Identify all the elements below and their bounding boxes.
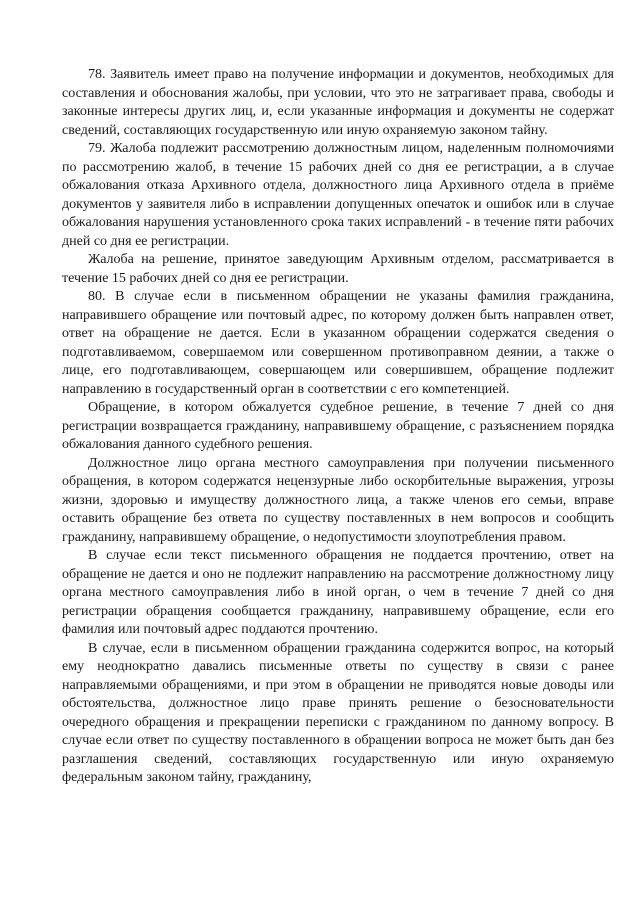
paragraph-78: 78. Заявитель имеет право на получение информации и документов, необходимых для составления и обоснования жалобы, при условии, что это не затрагивает права, свободы и законные интересы других лиц, и, если указанные информация и документы не содержат сведений, составляющих государственную или иную охраняемую законом тайну. xyxy=(62,67,614,138)
paragraph-80-court-decision: Обращение, в котором обжалуется судебное решение, в течение 7 дней со дня регистрации возвращается гражданину, направившему обращение, с разъяснением порядка обжалования данного судебного решения. xyxy=(62,400,614,452)
paragraph-80-offensive: Должностное лицо органа местного самоуправления при получении письменного обращения, в котором содержатся нецензурные либо оскорбительные выражения, угрозы жизни, здоровью и имуществу должностного лица, а также членов его семьи, вправе оставить обращение без ответа по существу поставленных в нем вопросов и сообщить гражданину, направившему обращение, о недопустимости злоупотребления правом. xyxy=(62,455,614,545)
paragraph-80-unreadable: В случае если текст письменного обращения не поддается прочтению, ответ на обращение не дается и оно не подлежит направлению на рассмотрение должностному лицу органа местного самоуправления либо в иной орган, о чем в течение 7 дней со дня регистрации обращения сообщается гражданину, направившему обращение, если его фамилия или почтовый адрес поддаются прочтению. xyxy=(62,548,614,637)
paragraph-79-appeal: Жалоба на решение, принятое заведующим Архивным отделом, рассматривается в течение 15 рабочих дней со дня ее регистрации. xyxy=(62,252,614,286)
paragraph-79: 79. Жалоба подлежит рассмотрению должностным лицом, наделенным полномочиями по рассмотрению жалоб, в течение 15 рабочих дней со дня ее регистрации, а в случае обжалования отказа Архивного отдела, должностного лица Архивного отдела в приёме документов у заявителя либо в исправлении допущенных опечаток и ошибок или в случае обжалования нарушения установленного срока таких исправлений - в течение пяти рабочих дней со дня ее регистрации. xyxy=(62,141,614,249)
document-body xyxy=(62,66,614,788)
paragraph-80: 80. В случае если в письменном обращении не указаны фамилия гражданина, направившего обращение или почтовый адрес, по которому должен быть направлен ответ, ответ на обращение не дается. Если в указанном обращении содержатся сведения о подготавливаемом, совершаемом или совершенном противоправном деянии, а также о лице, его подготавливающем, совершающем или совершившем, обращение подлежит направлению в государственный орган в соответствии с его компетенцией. xyxy=(62,289,614,397)
paragraph-80-repeated: В случае, если в письменном обращении гражданина содержится вопрос, на который ему неоднократно давались письменные ответы по существу в связи с ранее направляемыми обращениями, и при этом в обращении не приводятся новые доводы или обстоятельства, должностное лицо праве принять решение о безосновательности очередного обращения и прекращении переписки с гражданином по данному вопросу. В случае если ответ по существу поставленного в обращении вопроса не может быть дан без разглашения сведений, составляющих государственную или иную охраняемую федеральным законом тайну, гражданину, xyxy=(62,640,614,785)
